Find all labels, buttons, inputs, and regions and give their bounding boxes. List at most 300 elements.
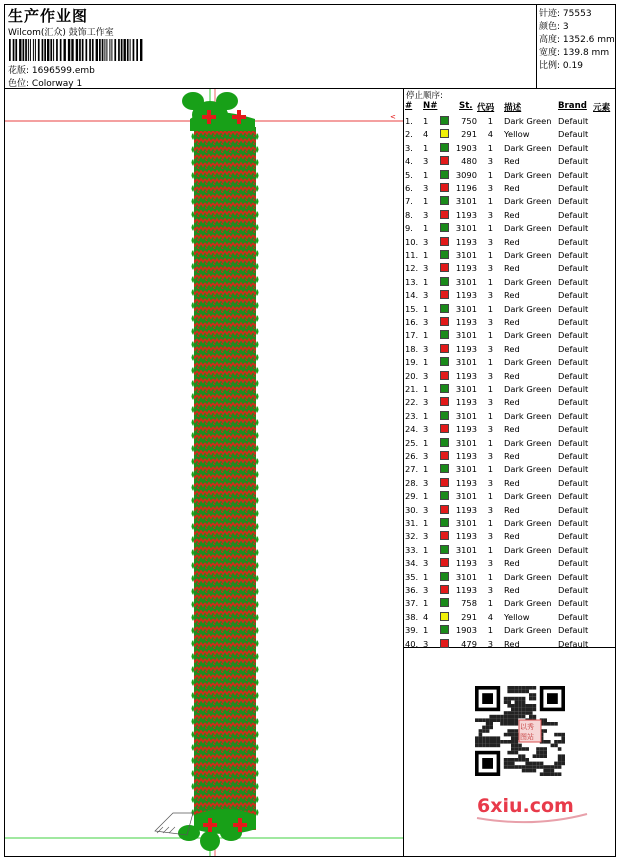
stop-sequence-row	[404, 624, 615, 637]
stop-sequence-row	[404, 209, 615, 222]
row-stitches: 3101	[455, 410, 477, 421]
row-needle: 3	[423, 451, 429, 461]
color-swatch	[440, 598, 449, 607]
row-index: 18.	[405, 343, 419, 354]
colorway-line	[8, 76, 82, 89]
row-brand: Default	[558, 196, 589, 207]
row-index: 6.	[405, 183, 413, 193]
row-index: 32.	[405, 531, 419, 542]
row-code: 1	[487, 250, 493, 260]
row-needle: 1	[423, 384, 429, 394]
stop-sequence-row	[404, 544, 615, 557]
watermark-area	[404, 648, 615, 856]
row-code: 1	[487, 384, 493, 394]
row-needle: 3	[423, 343, 429, 354]
row-needle: 3	[423, 156, 429, 167]
row-description: Red	[504, 638, 520, 649]
row-brand: Default	[558, 625, 589, 636]
row-code: 3	[487, 183, 493, 193]
row-needle: 3	[423, 424, 429, 435]
stop-sequence-row	[404, 128, 615, 141]
row-stitches: 3101	[455, 464, 477, 475]
stat-colors: 颜色: 3	[539, 22, 569, 32]
stop-sequence-row	[404, 463, 615, 476]
row-stitches: 1903	[455, 625, 477, 636]
row-description: Dark Green	[504, 464, 552, 475]
row-description: Red	[504, 451, 520, 461]
row-stitches: 1193	[455, 504, 477, 515]
color-swatch	[440, 143, 449, 152]
stop-sequence-row	[404, 222, 615, 235]
row-needle: 3	[423, 558, 429, 569]
row-index: 1.	[405, 116, 413, 126]
row-needle: 1	[423, 357, 429, 368]
row-stitches: 1193	[455, 451, 477, 461]
stop-sequence-row	[404, 115, 615, 128]
row-description: Dark Green	[504, 303, 552, 314]
color-swatch	[440, 357, 449, 366]
row-stitches: 479	[461, 638, 477, 649]
svg-text:<: <	[390, 113, 396, 121]
row-brand: Default	[558, 558, 589, 569]
color-swatch	[440, 411, 449, 420]
color-swatch	[440, 371, 449, 380]
row-brand: Default	[558, 585, 589, 595]
row-index: 40.	[405, 638, 419, 649]
row-index: 9.	[405, 223, 413, 234]
row-description: Dark Green	[504, 196, 552, 207]
top-ornament	[182, 92, 255, 131]
stop-sequence-row	[404, 249, 615, 262]
color-swatch	[440, 545, 449, 554]
row-index: 26.	[405, 451, 419, 461]
color-swatch	[440, 639, 449, 648]
row-brand: Default	[558, 290, 589, 301]
row-needle: 4	[423, 611, 429, 622]
color-swatch	[440, 290, 449, 299]
color-swatch	[440, 237, 449, 246]
row-needle: 3	[423, 477, 429, 488]
row-stitches: 1193	[455, 531, 477, 542]
row-index: 20.	[405, 370, 419, 381]
row-brand: Default	[558, 424, 589, 435]
row-needle: 3	[423, 585, 429, 595]
color-swatch	[440, 156, 449, 165]
row-index: 33.	[405, 544, 419, 555]
stop-sequence-row	[404, 423, 615, 436]
color-swatch	[440, 531, 449, 540]
row-index: 39.	[405, 625, 419, 636]
row-needle: 3	[423, 290, 429, 301]
row-stitches: 3101	[455, 544, 477, 555]
stop-sequence-row	[404, 316, 615, 329]
row-code: 1	[487, 518, 493, 528]
design-preview	[5, 89, 404, 856]
stop-sequence-row	[404, 396, 615, 409]
row-brand: Default	[558, 357, 589, 368]
row-index: 7.	[405, 196, 413, 207]
row-code: 3	[487, 531, 493, 542]
row-brand: Default	[558, 491, 589, 502]
row-index: 22.	[405, 397, 419, 408]
color-swatch	[440, 612, 449, 621]
row-index: 25.	[405, 437, 419, 448]
color-swatch	[440, 210, 449, 219]
row-code: 1	[487, 330, 493, 341]
stop-sequence-row	[404, 437, 615, 450]
row-description: Red	[504, 183, 520, 193]
row-code: 1	[487, 276, 493, 287]
row-needle: 1	[423, 116, 429, 126]
row-index: 4.	[405, 156, 413, 167]
row-brand: Default	[558, 142, 589, 153]
row-code: 4	[487, 611, 493, 622]
page-title: 生产作业图	[8, 7, 89, 25]
stop-sequence-row	[404, 557, 615, 570]
stop-sequence-row	[404, 410, 615, 423]
row-stitches: 1193	[455, 370, 477, 381]
stop-sequence-row	[404, 329, 615, 342]
embroidery-design	[5, 89, 404, 856]
row-code: 3	[487, 585, 493, 595]
stop-sequence-panel	[404, 89, 615, 648]
design-label: 花版:	[8, 66, 30, 76]
row-brand: Default	[558, 518, 589, 528]
row-code: 1	[487, 410, 493, 421]
row-stitches: 3101	[455, 491, 477, 502]
row-brand: Default	[558, 303, 589, 314]
row-index: 27.	[405, 464, 419, 475]
row-needle: 3	[423, 317, 429, 327]
row-index: 11.	[405, 250, 419, 260]
color-swatch	[440, 116, 449, 125]
row-description: Dark Green	[504, 169, 552, 180]
row-description: Dark Green	[504, 384, 552, 394]
row-stitches: 3101	[455, 223, 477, 234]
row-index: 28.	[405, 477, 419, 488]
row-stitches: 1903	[455, 142, 477, 153]
row-stitches: 1193	[455, 424, 477, 435]
row-stitches: 3090	[455, 169, 477, 180]
color-swatch	[440, 330, 449, 339]
color-swatch	[440, 478, 449, 487]
row-description: Dark Green	[504, 518, 552, 528]
row-code: 1	[487, 464, 493, 475]
color-swatch	[440, 196, 449, 205]
row-needle: 1	[423, 142, 429, 153]
row-description: Dark Green	[504, 544, 552, 555]
stop-sequence-row	[404, 597, 615, 610]
row-brand: Default	[558, 169, 589, 180]
row-needle: 1	[423, 544, 429, 555]
stop-sequence-row	[404, 343, 615, 356]
row-description: Red	[504, 236, 520, 247]
stat-scale: 比例: 0.19	[539, 61, 583, 71]
row-description: Red	[504, 424, 520, 435]
color-swatch	[440, 572, 449, 581]
row-description: Red	[504, 209, 520, 220]
row-description: Dark Green	[504, 223, 552, 234]
row-brand: Default	[558, 276, 589, 287]
row-stitches: 3101	[455, 384, 477, 394]
row-index: 30.	[405, 504, 419, 515]
row-stitches: 3101	[455, 303, 477, 314]
row-index: 19.	[405, 357, 419, 368]
colorway-label: 色位:	[8, 79, 30, 89]
row-description: Red	[504, 585, 520, 595]
stop-sequence-row	[404, 303, 615, 316]
row-brand: Default	[558, 343, 589, 354]
row-needle: 1	[423, 410, 429, 421]
row-stitches: 1193	[455, 263, 477, 274]
row-stitches: 3101	[455, 276, 477, 287]
row-brand: Default	[558, 544, 589, 555]
color-swatch	[440, 625, 449, 634]
row-description: Dark Green	[504, 571, 552, 582]
row-description: Red	[504, 317, 520, 327]
row-brand: Default	[558, 451, 589, 461]
row-brand: Default	[558, 263, 589, 274]
row-brand: Default	[558, 156, 589, 167]
row-needle: 1	[423, 250, 429, 260]
color-swatch	[440, 344, 449, 353]
row-description: Yellow	[504, 129, 530, 140]
color-swatch	[440, 491, 449, 500]
row-index: 12.	[405, 263, 419, 274]
col-element: 元素	[593, 103, 611, 113]
row-description: Dark Green	[504, 491, 552, 502]
row-index: 2.	[405, 129, 413, 140]
stat-height: 高度: 1352.6 mm	[539, 35, 615, 45]
color-swatch	[440, 277, 449, 286]
stop-sequence-row	[404, 477, 615, 490]
row-stitches: 750	[461, 116, 477, 126]
row-description: Red	[504, 477, 520, 488]
row-stitches: 1193	[455, 558, 477, 569]
row-brand: Default	[558, 611, 589, 622]
row-needle: 3	[423, 236, 429, 247]
row-stitches: 3101	[455, 518, 477, 528]
row-code: 3	[487, 263, 493, 274]
stop-sequence-row	[404, 142, 615, 155]
row-index: 13.	[405, 276, 419, 287]
row-description: Red	[504, 504, 520, 515]
stop-sequence-row	[404, 383, 615, 396]
row-stitches: 3101	[455, 330, 477, 341]
row-code: 3	[487, 156, 493, 167]
row-stitches: 3101	[455, 571, 477, 582]
row-code: 3	[487, 236, 493, 247]
row-stitches: 1193	[455, 209, 477, 220]
row-brand: Default	[558, 437, 589, 448]
worksheet-page	[4, 4, 616, 857]
col-needle: N#	[423, 101, 438, 111]
row-index: 5.	[405, 169, 413, 180]
row-stitches: 1193	[455, 236, 477, 247]
color-swatch	[440, 263, 449, 272]
color-swatch	[440, 505, 449, 514]
row-needle: 3	[423, 504, 429, 515]
row-description: Yellow	[504, 611, 530, 622]
row-description: Red	[504, 558, 520, 569]
color-swatch	[440, 585, 449, 594]
row-index: 10.	[405, 236, 419, 247]
row-index: 17.	[405, 330, 419, 341]
row-brand: Default	[558, 370, 589, 381]
stop-sequence-row	[404, 195, 615, 208]
row-description: Red	[504, 290, 520, 301]
watermark-text: 6xiu.com	[477, 795, 574, 817]
row-stitches: 1193	[455, 585, 477, 595]
row-code: 3	[487, 397, 493, 408]
stop-sequence-row	[404, 504, 615, 517]
seal-text-bottom: 图站	[520, 733, 534, 741]
col-code: 代码	[477, 103, 495, 113]
row-needle: 1	[423, 518, 429, 528]
color-swatch	[440, 438, 449, 447]
color-swatch	[440, 304, 449, 313]
stop-sequence-title: 停止顺序:	[406, 91, 443, 101]
stop-sequence-row	[404, 450, 615, 463]
row-code: 1	[487, 598, 493, 609]
row-description: Dark Green	[504, 598, 552, 609]
row-needle: 3	[423, 531, 429, 542]
col-description: 描述	[504, 103, 522, 113]
row-stitches: 3101	[455, 196, 477, 207]
row-description: Dark Green	[504, 276, 552, 287]
row-stitches: 3101	[455, 357, 477, 368]
row-needle: 1	[423, 625, 429, 636]
barcode	[9, 39, 143, 61]
row-brand: Default	[558, 236, 589, 247]
row-code: 3	[487, 290, 493, 301]
row-stitches: 1193	[455, 343, 477, 354]
row-code: 3	[487, 638, 493, 649]
stats-block	[537, 5, 615, 89]
row-needle: 1	[423, 276, 429, 287]
row-description: Dark Green	[504, 410, 552, 421]
color-swatch	[440, 384, 449, 393]
color-swatch	[440, 170, 449, 179]
row-needle: 3	[423, 209, 429, 220]
row-brand: Default	[558, 330, 589, 341]
row-needle: 1	[423, 169, 429, 180]
color-swatch	[440, 129, 449, 138]
stop-sequence-row	[404, 289, 615, 302]
row-needle: 1	[423, 437, 429, 448]
col-stitches: St.	[459, 101, 473, 111]
row-brand: Default	[558, 384, 589, 394]
row-index: 8.	[405, 209, 413, 220]
color-swatch	[440, 250, 449, 259]
row-brand: Default	[558, 598, 589, 609]
row-description: Dark Green	[504, 142, 552, 153]
row-brand: Default	[558, 250, 589, 260]
row-stitches: 3101	[455, 437, 477, 448]
stat-width: 宽度: 139.8 mm	[539, 48, 610, 58]
embroidery-strip	[194, 127, 256, 830]
color-swatch	[440, 183, 449, 192]
row-index: 38.	[405, 611, 419, 622]
design-file-line	[8, 63, 95, 76]
row-code: 3	[487, 504, 493, 515]
row-stitches: 1193	[455, 317, 477, 327]
row-index: 15.	[405, 303, 419, 314]
row-brand: Default	[558, 397, 589, 408]
stop-sequence-row	[404, 276, 615, 289]
row-code: 3	[487, 343, 493, 354]
row-stitches: 291	[461, 611, 477, 622]
row-code: 1	[487, 625, 493, 636]
color-swatch	[440, 397, 449, 406]
stop-sequence-row	[404, 236, 615, 249]
colorway-value: Colorway 1	[31, 79, 83, 89]
row-index: 24.	[405, 424, 419, 435]
row-description: Red	[504, 156, 520, 167]
row-brand: Default	[558, 571, 589, 582]
row-code: 1	[487, 223, 493, 234]
company-name: Wilcom(汇众) 鼓饰工作室	[8, 28, 114, 38]
row-code: 3	[487, 558, 493, 569]
row-description: Red	[504, 397, 520, 408]
seal-text-top: 以秀	[520, 723, 534, 731]
row-brand: Default	[558, 504, 589, 515]
color-swatch	[440, 424, 449, 433]
row-code: 1	[487, 491, 493, 502]
row-brand: Default	[558, 464, 589, 475]
row-brand: Default	[558, 116, 589, 126]
stop-sequence-row	[404, 370, 615, 383]
row-stitches: 480	[461, 156, 477, 167]
design-file: 1696599.emb	[31, 66, 95, 76]
row-stitches: 758	[461, 598, 477, 609]
row-needle: 1	[423, 330, 429, 341]
row-code: 3	[487, 477, 493, 488]
row-description: Dark Green	[504, 250, 552, 260]
row-description: Red	[504, 343, 520, 354]
row-needle: 3	[423, 263, 429, 274]
row-index: 36.	[405, 585, 419, 595]
color-swatch	[440, 518, 449, 527]
row-needle: 1	[423, 223, 429, 234]
stat-stitches: 针迹: 75553	[539, 9, 592, 19]
row-index: 14.	[405, 290, 419, 301]
row-code: 1	[487, 142, 493, 153]
row-description: Dark Green	[504, 116, 552, 126]
row-stitches: 1193	[455, 397, 477, 408]
row-index: 3.	[405, 142, 413, 153]
stop-sequence-row	[404, 584, 615, 597]
row-needle: 3	[423, 638, 429, 649]
row-needle: 3	[423, 397, 429, 408]
row-code: 1	[487, 303, 493, 314]
row-needle: 4	[423, 129, 429, 140]
header-block	[5, 5, 537, 89]
row-needle: 1	[423, 598, 429, 609]
row-needle: 3	[423, 370, 429, 381]
row-code: 1	[487, 169, 493, 180]
stop-sequence-row	[404, 182, 615, 195]
stop-sequence-row	[404, 155, 615, 168]
stop-sequence-row	[404, 517, 615, 530]
stop-sequence-row	[404, 169, 615, 182]
row-brand: Default	[558, 129, 589, 140]
row-needle: 3	[423, 183, 429, 193]
row-code: 1	[487, 196, 493, 207]
row-needle: 1	[423, 571, 429, 582]
row-index: 37.	[405, 598, 419, 609]
row-code: 1	[487, 116, 493, 126]
